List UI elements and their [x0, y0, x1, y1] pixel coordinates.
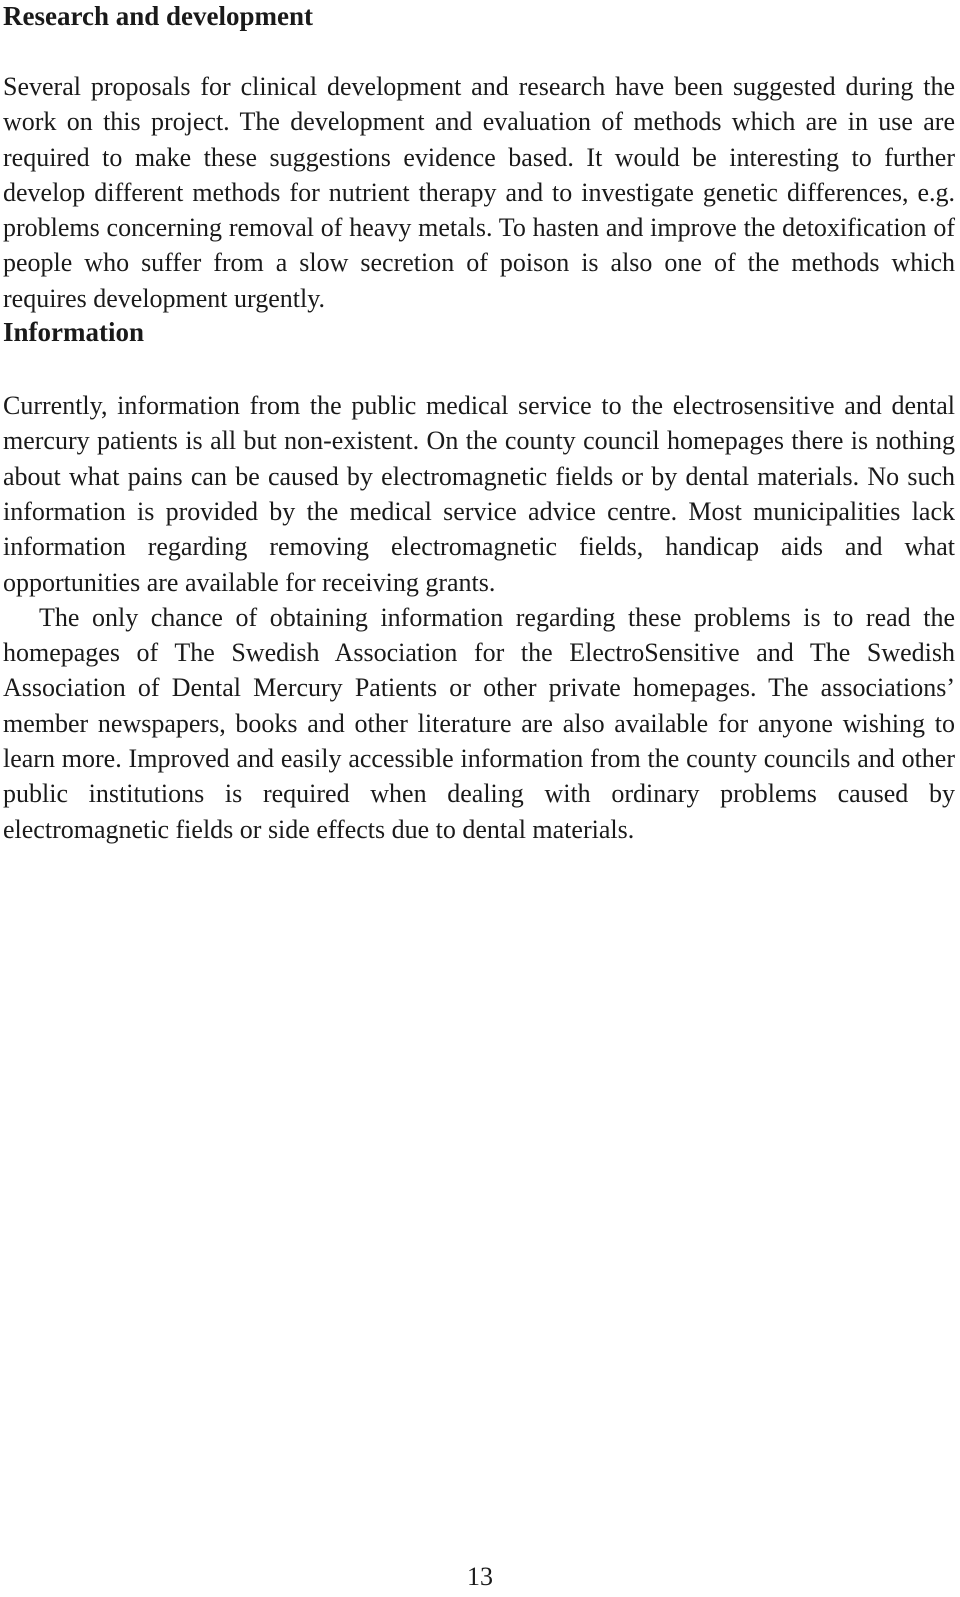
paragraph-information-2: The only chance of obtaining information regarding these problems is to read the homepages of The Swedish Association for the ElectroSensitive and The Swedish Association of Dental Mercury Patients or other private homepages. The associations’ member newspapers, books and other literature are also available for anyone wishing to learn more. Improved and easily accessible information from the county councils and other public institutions is required when dealing with ordinary problems caused by electromagnetic fields or side effects due to dental materials.: [3, 602, 955, 844]
document-page: [3, 0, 955, 847]
section-heading-research-and-development: Research and development: [3, 1, 313, 31]
page-number: 13: [467, 1562, 493, 1591]
section-heading-information: Information: [3, 317, 144, 348]
paragraph-information-1: Currently, information from the public medical service to the electrosensitive and dental mercury patients is all but non-existent. On the county council homepages there is nothing about what pains can be caused by electromagnetic fields or by dental materials. No such information is provided by the medical service advice centre. Most municipalities lack information regarding removing electromagnetic fields, handicap aids and what opportunities are available for receiving grants.: [3, 391, 955, 597]
paragraph-research-and-development: Several proposals for clinical development and research have been suggested during the work on this project. The development and evaluation of methods which are in use are required to make these suggestions evidence based. It would be interesting to further develop different methods for nutrient therapy and to investigate genetic differences, e.g. problems concerning removal of heavy metals. To hasten and improve the detoxification of people who suffer from a slow secretion of poison is also one of the methods which requires development urgently.: [3, 72, 955, 313]
